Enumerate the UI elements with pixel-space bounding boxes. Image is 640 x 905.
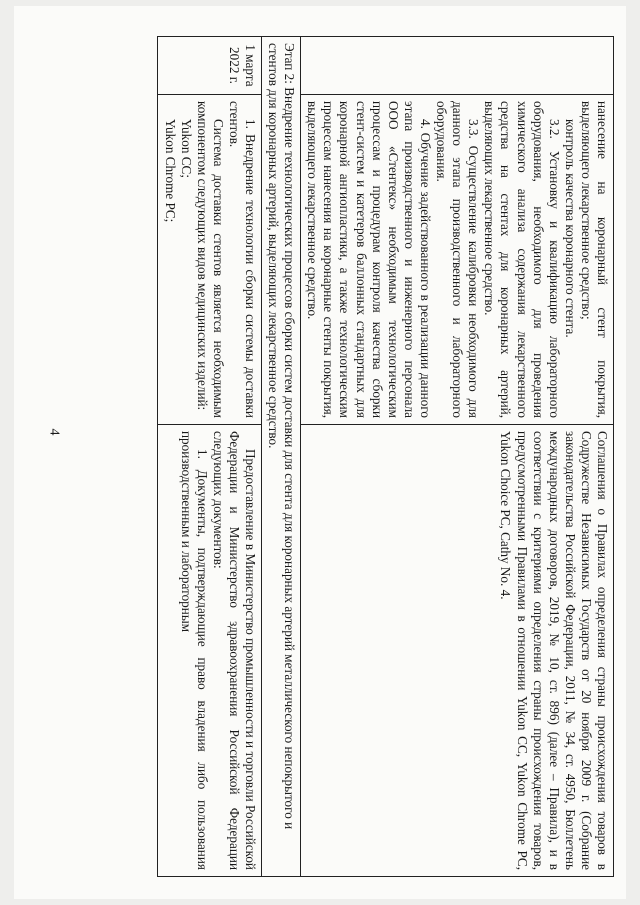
stage2-header: Этап 2: Внедрение технологических процессов сборки систем доставки для стента для коронарных артерий металлического непокрытого и стентов для коронарных артерий, выделяющих лекарственное средство. [262,37,301,877]
date-cell-empty [301,37,614,95]
rotated-content [74,36,614,876]
activities-cell [158,95,262,425]
documents-cell [158,425,262,877]
paragraph: 3.2. Установку и квалификацию лабораторного оборудования, необходимого для проведения химического анализа содержания лекарственного средства на стентах для коронарных артерий, выделяющих лекарственное средство. [482,101,562,418]
paragraph: Система доставки стентов является необходимым компонентом следующих видов медицинских изделий: [194,101,226,418]
paragraph: Yukon CC; [178,119,194,178]
paragraph: нанесение на коронарный стент покрытия, выделяющего лекарственное средство; [578,101,610,418]
paragraph: Yukon Chrome PC; [162,119,178,223]
document-table [157,36,614,877]
activities-cell [301,95,614,425]
paragraph: 1. Документы, подтверждающие право владения либо пользования производственным и лабораторным [178,431,210,870]
paragraph: Предоставление в Министерство промышленности и торговли Российской Федерации и Министерство здравоохранения Российской Федерации следующих документов: [210,431,259,870]
document-page [14,6,626,899]
paragraph: 4. Обучение задействованного в реализации данного этапа производственного и инженерного персонала ООО «Стентекс» необходимым технологическим процессам и процедурам контроля качества сборки стент-систем и катетеров баллонных стандартных для коронарной ангиопластики, а также технологическим процессам нанесения на коронарные стенты покрытия, выделяющего лекарственное средство. [305,101,433,418]
table-row-stage2 [158,37,262,877]
table-row-stage1-continued [301,37,614,877]
page-number: 4 [46,428,62,436]
documents-text: Соглашения о Правилах определения страны происхождения товаров в Содружестве Независимых Государств от 20 ноября 2009 г. (Собрание законодательства Российской Федерации, 2011, № 34, ст. 4950, Бюллетень международных договоров, 2019, № 10, ст. 896) (далее – Правила), и в соответствии с критериями определения страны происхождения товаров, предусмотренными Правилами в отношении Yukon CC, Yukon Chrome PC, Yukon Choice PC, Cathy No. 4. [498,431,610,870]
paragraph: контроль качества коронарного стента. [562,119,578,338]
paragraph: 3.3. Осуществление калибровки необходимого для данного этапа производственного и лабораторного оборудования. [434,101,482,418]
paragraph: 1. Внедрение технологии сборки системы доставки стентов. [226,101,259,418]
table-row-stage2-header [262,37,301,877]
documents-cell [301,425,614,877]
date-cell: 1 марта 2022 г. [158,37,262,95]
